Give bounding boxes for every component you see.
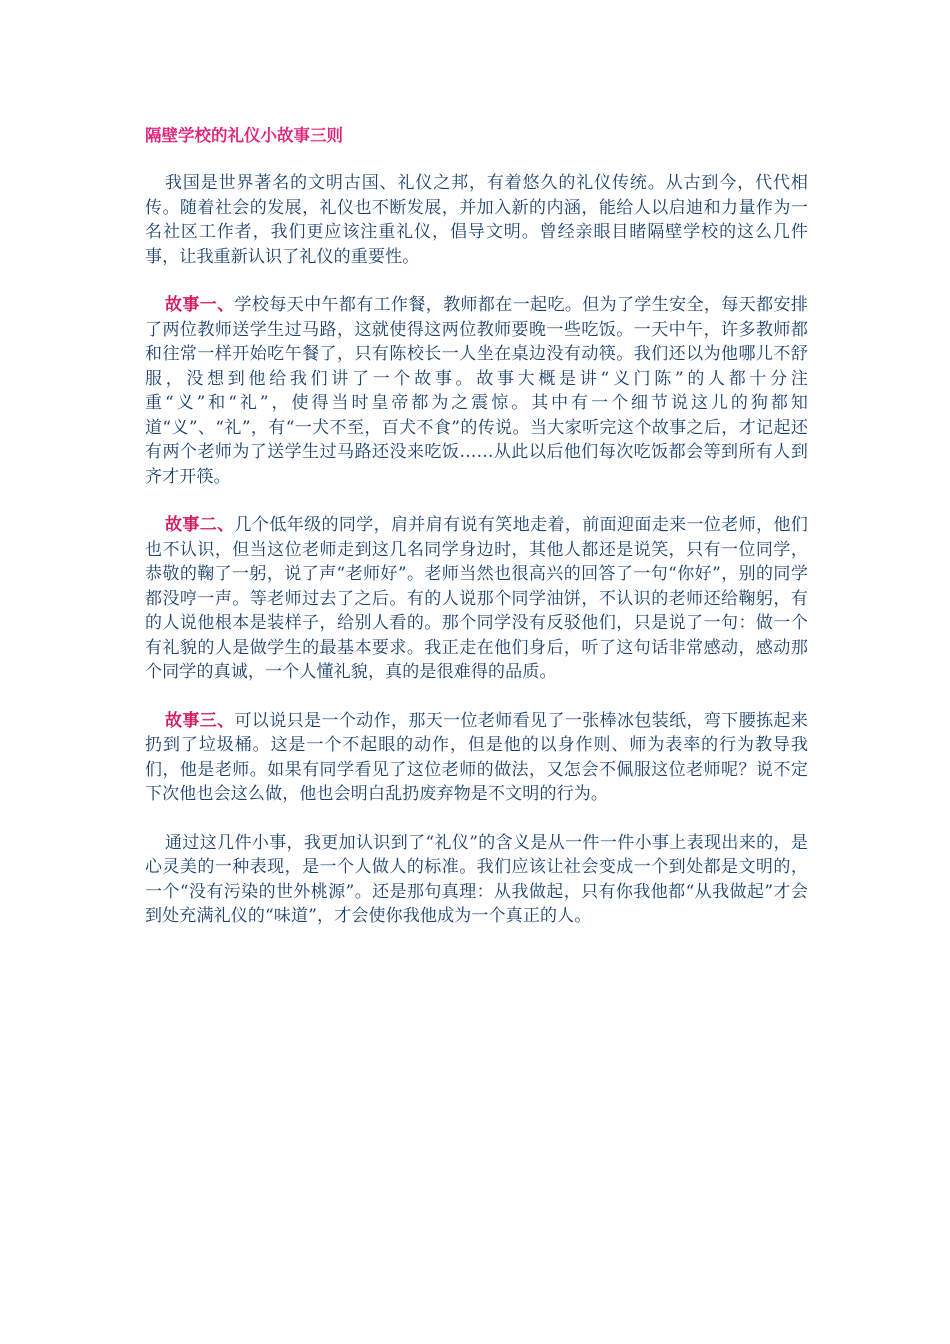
story-three-text: 可以说只是一个动作，那天一位老师看见了一张棒冰包装纸，弯下腰拣起来扔到了垃圾桶。这是一个不起眼的动作，但是他的以身作则、师为表率的行为教导我们，他是老师。如果有同学看见了这位老师的做法，又怎会不佩服这位老师呢？说不定下次他也会这么做，他也会明白乱扔废弃物是不文明的行为。 (145, 710, 808, 804)
document-title: 隔壁学校的礼仪小故事三则 (145, 126, 343, 145)
story-one-paragraph (145, 293, 808, 489)
document-body (145, 124, 808, 953)
story-three-heading: 故事三、 (165, 710, 235, 731)
story-two-text: 几个低年级的同学，肩并肩有说有笑地走着，前面迎面走来一位老师，他们也不认识，但当这位老师走到这几名同学身边时，其他人都还是说笑，只有一位同学，恭敬的鞠了一躬，说了声“老师好”。老师当然也很高兴的回答了一句“你好”，别的同学都没哼一声。等老师过去了之后。有的人说那个同学油饼，不认识的老师还给鞠躬，有的人说他根本是装样子，给别人看的。那个同学没有反驳他们，只是说了一句：做一个有礼貌的人是做学生的最基本要求。我正走在他们身后，听了这句话非常感动，感动那个同学的真诚，一个人懂礼貌，真的是很难得的品质。 (145, 515, 808, 682)
story-three-paragraph (145, 709, 808, 807)
conclusion-paragraph: 通过这几件小事，我更加认识到了“礼仪”的含义是从一件一件小事上表现出来的，是心灵美的一种表现，是一个人做人的标准。我们应该让社会变成一个到处都是文明的，一个“没有污染的世外桃源”。还是那句真理：从我做起，只有你我他都“从我做起”才会到处充满礼仪的“味道”，才会使你我他成为一个真正的人。 (145, 832, 808, 926)
story-one-heading: 故事一、 (165, 295, 235, 315)
intro-paragraph: 我国是世界著名的文明古国、礼仪之邦，有着悠久的礼仪传统。从古到今，代代相传。随着社会的发展，礼仪也不断发展，并加入新的内涵，能给人以启迪和力量作为一名社区工作者，我们更应该注重礼仪，倡导文明。曾经亲眼目睹隔壁学校的这么几件事，让我重新认识了礼仪的重要性。 (145, 173, 808, 267)
story-two-paragraph (145, 513, 808, 685)
story-one-text: 学校每天中午都有工作餐，教师都在一起吃。但为了学生安全，每天都安排了两位教师送学生过马路，这就使得这两位教师要晚一些吃饭。一天中午，许多教师都和往常一样开始吃午餐了，只有陈校长一人坐在桌边没有动筷。我们还以为他哪儿不舒服，没想到他给我们讲了一个故事。故事大概是讲“义门陈”的人都十分注重“义”和“礼”，使得当时皇帝都为之震惊。其中有一个细节说这儿的狗都知道“义”、“礼”，有“一犬不至，百犬不食”的传说。当大家听完这个故事之后，才记起还有两个老师为了送学生过马路还没来吃饭……从此以后他们每次吃饭都会等到所有人到齐才开筷。 (145, 295, 808, 487)
story-two-heading: 故事二、 (165, 515, 235, 535)
